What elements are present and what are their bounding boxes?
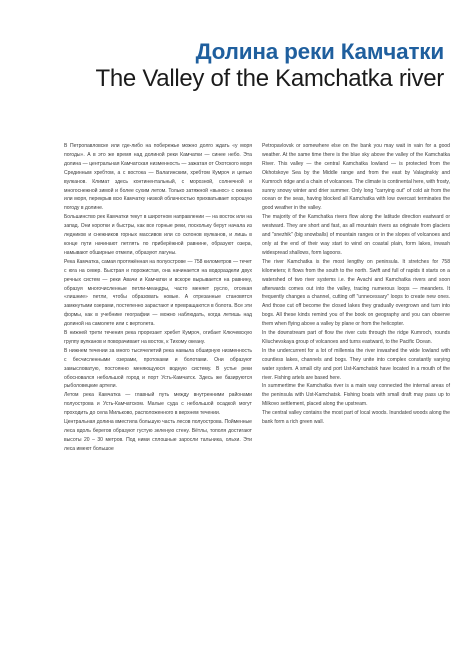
paragraph: В нижнем течении за много тысячелетий река намыла обширную низменность с бесчисленными озерами, протоками и болотами. Они образуют замысловатую, постоянно меняющуюся водную систему. В устье реки обосновался небольшой город и порт Усть-Камчатск. Здесь же базируются рыболовецкие артели. [64, 347, 252, 390]
paragraph: Большинство рек Камчатки текут в широтном направлении — на восток или на запад. Они коротки и быстры, как все горные реки, поскольку берут начала из ледников и снежников горных массивов или со склонов вулканов, и лишь в конце пути начинают петлять по приберёжной равнине, образуют озера, намывают обширные отмели, образуют лагуны. [64, 214, 252, 256]
paragraph: Центральная долина вместила большую часть лесов полуострова. Пойменные леса вдоль берегов образуют густую зеленую стену. Вётлы, тополя достигают высоты 20 – 30 метров. Под ними сплошные заросли тальника, ольхи. Эти леса имеют большое [64, 419, 252, 452]
russian-text-column [64, 142, 252, 454]
page-title-russian: Долина реки Камчатки [195, 39, 444, 64]
paragraph: The river Kamchatka is the most lengthy on peninsula. It stretches for 758 kilometers; it flows from the south to the north. Swift and full of rapids it starts on a watershed of two river systems i.e. the Avachi and Kamchatka rivers and soon afterwards comes out into the valley, tracing numerous loops — meanders. It frequently changes a channel, cutting off "unnecessary" loops to create new ones. And those cut off become the closed lakes they gradually overgrown and turn into bogs. All these kinds remind you of the book on geography and you can observe them when flying above a valley by plane or from the helicopter. [262, 258, 450, 328]
paragraph: В Петропавловске или где-либо на побережье можно долго ждать «у моря погоды». А в это же время над долиной реки Камчатки — синее небо. Эта долина — центральная Камчатская низменность — зажатая от Охотского моря Срединным хребтом, а с востока — Валагинским, хребтом Кумроч и цепью вулканов. Климат здесь континентальный, с морозной, солнечной и многоснежной зимой и более сухим летом. Только затяжной «вынос» с океана или моря, перекрыв всю Камчатку низкой облачностью прихватывает хорошую погоду в долине. [64, 143, 252, 212]
paragraph: In the undercurrent for a lot of millennia the river inwashed the wide lowland with countless lakes, channels and bogs. They unite into complex constantly varying water system. A small city and port Ust-Kamchatsk have located in a mouth of the river. Fishing artels are based here. [262, 347, 450, 381]
paragraph: In the downstream part of flow the river cuts through the ridge Kumroch, rounds Kliuchevskaya group of volcanoes and turns eastward, to the Pacific Ocean. [262, 330, 450, 345]
paragraph: В нижней трети течения река прорезает хребет Кумроч, огибает Ключевскую группу вулканов и поворачивает на восток, к Тихому океану. [64, 330, 252, 345]
paragraph: Летом река Камчатка — главный путь между внутренними районами полуострова и Усть-Камчатском. Малые суда с небольшой осадкой могут проходить до села Мильково, расположенного в верхнем течении. [64, 392, 252, 417]
page-title-english: The Valley of the Kamchatka river [95, 65, 444, 92]
paragraph: Petropavlovsk or somewhere else on the bank you may wait in vain for a good weather. At the same time there is the blue sky above the valley of the Kamchatka River. This valley — the central Kamchatka lowland — is protected from the Okhotskoye Sea by the Middle range and from the east by Valaginskiy and Kumroch ridge and a chain of volcanoes. The climate is continental here, with frosty, sunny snowy winter and drier summer. Only long "carrying out" of cold air from the ocean or the seas, having blocked all Kamchatka with low overcast terminates the good weather in the valley. [262, 143, 450, 212]
english-text-column [262, 142, 450, 427]
paragraph: In summertime the Kamchatka river is a main way connected the internal areas of the peninsula with Ust-Kamchatsk. Fishing boats with small draft may pass up to Milkovo settlement, placed along the upstream. [262, 383, 450, 408]
paragraph: The central valley contains the most part of local woods. Inundated woods along the bank form a rich green wall. [262, 410, 450, 426]
paragraph: The majority of the Kamchatka rivers flow along the latitude direction eastward or westward. They are short and fast, as all mountain rivers as originate from glaciers and "snezhik" (big snowballs) of mountain ranges or in the slopes of volcanoes and only at the end of their way start to wind on coastal plain, form lakes, inwash widespread shallows, form lagoons. [262, 214, 450, 256]
paragraph: Река Камчатка, самая протяжённая на полуострове — 758 километров — течет с юга на север. Быстрая и порожистая, она начинается на водораздели двух речных систем — реки Авачи и Камчатки и вскоре вырывается на равнину, образуя многочисленные петли-меандры, часто меняет русло, отсекая «лишние» петли, чтобы образовать новые. А отрезанные становятся замкнутыми озерами, постепенно зарастают и превращаются в болота. Все эти формы, как в учебнике географии — можно наблюдать, когда летишь над долиной на самолете или с вертолета. [64, 258, 252, 328]
